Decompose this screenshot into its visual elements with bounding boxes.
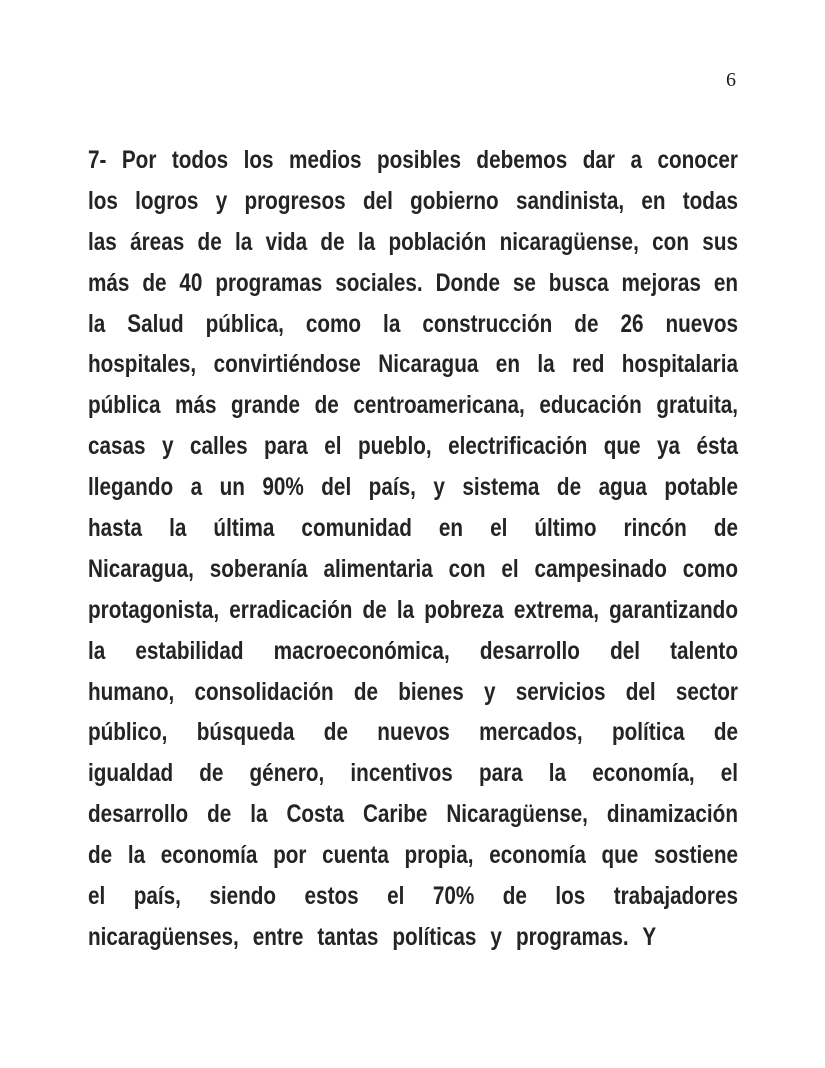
paragraph-line: hasta la última comunidad en el último rincón de — [88, 514, 738, 543]
paragraph-line: público, búsqueda de nuevos mercados, política de — [88, 718, 738, 747]
body-paragraph — [88, 140, 738, 958]
paragraph-line: llegando a un 90% del país, y sistema de agua potable — [88, 473, 738, 502]
paragraph-line: nicaragüenses, entre tantas políticas y programas. Y — [88, 922, 657, 951]
paragraph-line: casas y calles para el pueblo, electrificación que ya ésta — [88, 432, 738, 461]
paragraph-line: igualdad de género, incentivos para la economía, el — [88, 759, 738, 788]
page-number: 6 — [726, 69, 736, 91]
paragraph-line: 7- Por todos los medios posibles debemos dar a conocer — [88, 146, 738, 174]
paragraph-line: hospitales, convirtiéndose Nicaragua en la red hospitalaria — [88, 350, 738, 379]
paragraph-line: las áreas de la vida de la población nicaragüense, con sus — [88, 227, 738, 256]
paragraph-line: el país, siendo estos el 70% de los trabajadores — [88, 882, 738, 911]
paragraph-line: protagonista, erradicación de la pobreza extrema, garantizando — [88, 595, 738, 624]
paragraph-line: desarrollo de la Costa Caribe Nicaragüense, dinamización — [88, 800, 738, 829]
paragraph-line: pública más grande de centroamericana, educación gratuita, — [88, 391, 738, 420]
paragraph-line: la estabilidad macroeconómica, desarrollo del talento — [88, 636, 738, 665]
paragraph-line: más de 40 programas sociales. Donde se busca mejoras en — [88, 268, 738, 297]
paragraph-line: humano, consolidación de bienes y servicios del sector — [88, 677, 738, 706]
paragraph-line: de la economía por cuenta propia, economía que sostiene — [88, 841, 738, 870]
paragraph-line: la Salud pública, como la construcción de 26 nuevos — [88, 309, 738, 338]
paragraph-line: Nicaragua, soberanía alimentaria con el campesinado como — [88, 554, 738, 583]
paragraph-line: los logros y progresos del gobierno sandinista, en todas — [88, 186, 738, 215]
